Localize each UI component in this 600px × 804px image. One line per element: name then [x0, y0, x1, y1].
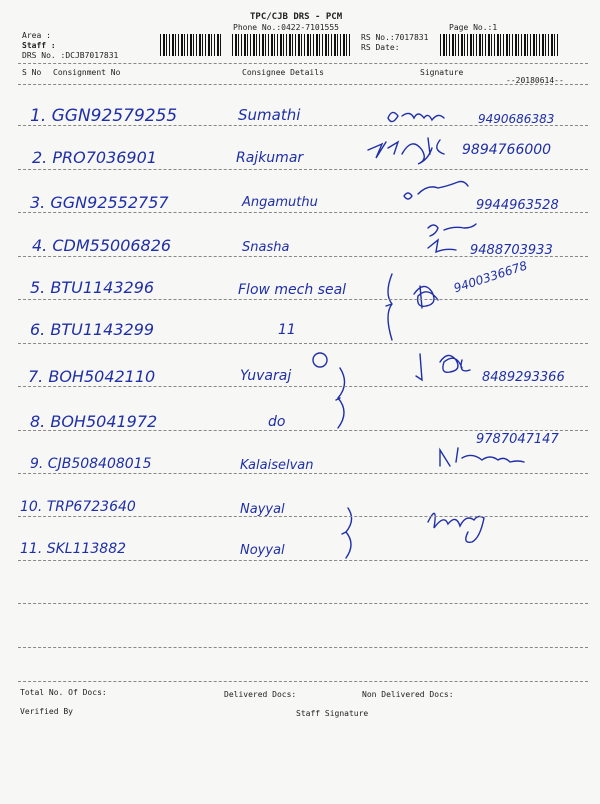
row-divider — [18, 473, 588, 474]
page-number: Page No.:1 — [449, 23, 498, 32]
phone-number: Phone No.:0422-7101555 — [233, 23, 339, 32]
row-divider — [18, 603, 588, 604]
signature-row7 — [416, 354, 470, 380]
col-consignment: Consignment No — [53, 68, 121, 77]
row-divider — [18, 299, 588, 300]
consignee-name: 11 — [278, 322, 296, 338]
consignee-name: do — [268, 414, 286, 430]
list-item: 6. BTU1143299 — [30, 320, 155, 339]
phone-value: 9490686383 — [478, 112, 555, 126]
row-divider — [18, 516, 588, 517]
rs-number: RS No.:7017831 — [361, 33, 429, 42]
date-stamp: --20180614-- — [506, 76, 564, 85]
consignee-name: Rajkumar — [236, 150, 304, 166]
phone-value: 9894766000 — [462, 142, 552, 158]
list-item: 3. GGN92552757 — [30, 193, 169, 212]
row-divider — [18, 681, 588, 682]
phone-value: 8489293366 — [482, 370, 565, 385]
rs-date: RS Date: — [361, 43, 400, 52]
signature-row3 — [404, 182, 468, 200]
phone-value: 9400336678 — [452, 258, 529, 296]
list-item: 9. CJB508408015 — [30, 456, 152, 472]
row-divider — [18, 84, 588, 85]
area-label: Area : — [22, 31, 51, 40]
staff-label: Staff : — [22, 41, 56, 50]
row-divider — [18, 343, 588, 344]
phone-value: 9944963528 — [476, 198, 559, 213]
list-item: 7. BOH5042110 — [28, 367, 156, 386]
brace-rows7-8 — [336, 368, 345, 428]
col-consignee: Consignee Details — [242, 68, 324, 77]
non-delivered-docs-label: Non Delivered Docs: — [362, 690, 454, 699]
barcode-center — [232, 34, 350, 56]
consignee-name: Flow mech seal — [238, 282, 347, 298]
consignee-name: Nayyal — [240, 502, 285, 517]
staff-signature-label: Staff Signature — [296, 709, 369, 718]
signature-rows5-6 — [414, 286, 438, 308]
barcode-left — [160, 34, 222, 56]
consignee-name: Yuvaraj — [240, 368, 292, 384]
barcode-right — [440, 34, 558, 56]
phone-value: 9488703933 — [470, 243, 553, 258]
signature-row4 — [428, 224, 476, 252]
row-divider — [18, 386, 588, 387]
drs-number: DRS No. :DCJB7017831 — [22, 51, 119, 60]
verified-by-label: Verified By — [20, 707, 73, 716]
list-item: 2. PRO7036901 — [32, 148, 157, 167]
row-divider — [18, 647, 588, 648]
header-divider — [18, 63, 588, 64]
phone-value: 9787047147 — [476, 432, 559, 447]
consignee-name: Noyyal — [240, 543, 285, 558]
list-item: 11. SKL113882 — [20, 541, 127, 557]
list-item: 4. CDM55006826 — [32, 236, 172, 255]
total-docs-label: Total No. Of Docs: — [20, 688, 107, 697]
row-divider — [18, 560, 588, 561]
consignee-name: Angamuthu — [242, 195, 318, 210]
doc-title: TPC/CJB DRS - PCM — [250, 12, 343, 22]
consignee-name: Kalaiselvan — [240, 458, 314, 473]
circled-mark — [313, 353, 327, 367]
row-divider — [18, 169, 588, 170]
signature-row1 — [388, 112, 444, 121]
signature-rows10-11 — [428, 513, 484, 542]
signature-row2 — [368, 138, 444, 164]
list-item: 10. TRP6723640 — [20, 499, 136, 515]
list-item: 1. GGN92579255 — [30, 106, 178, 126]
col-sno: S No — [22, 68, 42, 77]
list-item: 5. BTU1143296 — [30, 278, 155, 297]
brace-rows5-6 — [386, 274, 392, 340]
consignee-name: Sumathi — [238, 106, 301, 124]
consignee-name: Snasha — [242, 240, 290, 255]
col-signature: Signature — [420, 68, 464, 77]
list-item: 8. BOH5041972 — [30, 412, 158, 431]
signature-row9 — [440, 448, 524, 466]
delivered-docs-label: Delivered Docs: — [224, 690, 297, 699]
